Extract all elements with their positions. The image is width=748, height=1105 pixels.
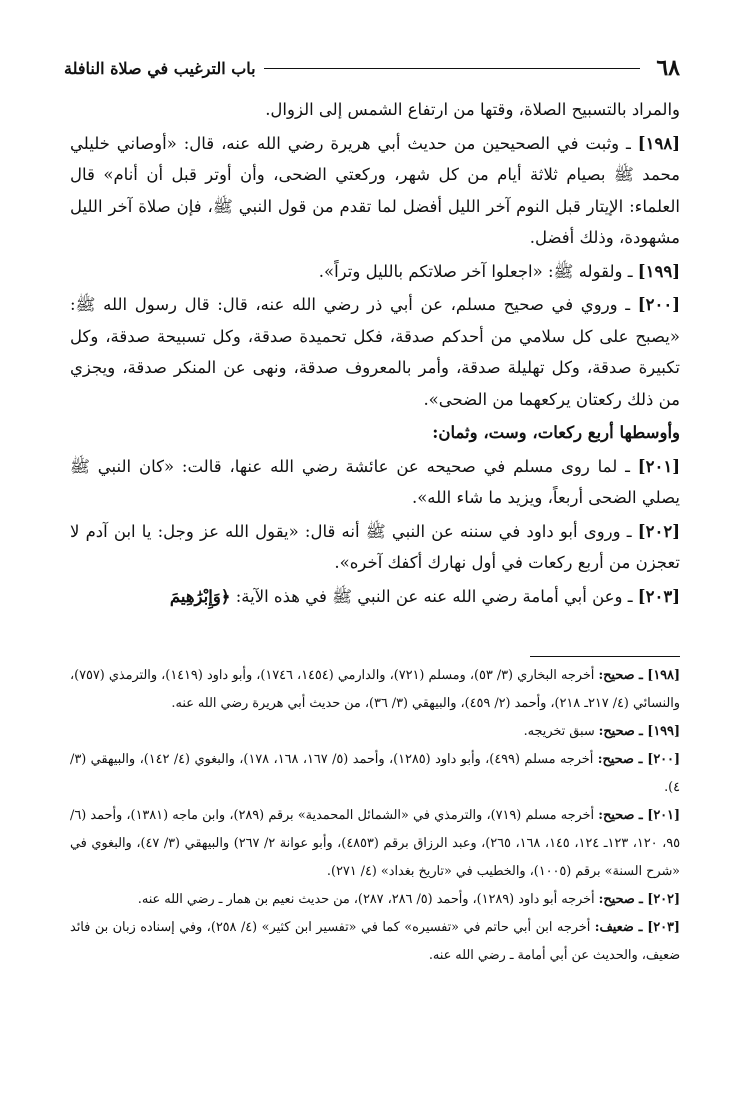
running-title: باب الترغيب في صلاة النافلة	[64, 58, 256, 78]
footnote-text: أخرجه ابن أبي حاتم في «تفسيره» كما في «تفسير ابن كثير» (٤/ ٢٥٨)، وفي إسناده زبان بن فائد ضعيف، والحديث عن أبي أمامة ـ رضي الله عنه.	[70, 920, 680, 963]
footnote-text: أخرجه أبو داود (١٢٨٩)، وأحمد (٥/ ٢٨٦، ٢٨٧)، من حديث نعيم بن همار ـ رضي الله عنه.	[137, 892, 599, 907]
page-number: ٦٨	[656, 55, 680, 81]
paragraph-200	[70, 289, 680, 415]
paragraph-text: والمراد بالتسبيح الصلاة، وقتها من ارتفاع الشمس إلى الزوال.	[265, 100, 680, 119]
footnote-text: أخرجه مسلم (٧١٩)، والترمذي في «الشمائل المحمدية» برقم (٢٨٩)، وابن ماجه (١٣٨١)، وأحمد (٦/ ٩٥، ١٢٠، ١٢٣ـ ١٢٤، ١٤٥، ١٦٨، ٢٦٥)، وعبد الرزاق برقم (٤٨٥٣)، وأبو عوانة ٢/ ٢٦٧) والبيهقي (٣/ ٤٧)، والبغوي في «شرح السنة» برقم (١٠٠٥)، والخطيب في «تاريخ بغداد» (٤/ ٢٧١).	[70, 808, 680, 879]
footnote-text: أخرجه البخاري (٣/ ٥٣)، ومسلم (٧٢١)، والدارمي (١٤٥٤، ١٧٤٦)، وأبو داود (١٤١٩)، والترمذي (٧٥٧)، والنسائي (٤/ ٢١٧ـ ٢١٨)، وأحمد (٢/ ٤٥٩)، والبيهقي (٣/ ٣٦)، من حديث أبي هريرة رضي الله عنه.	[70, 668, 680, 711]
footnotes	[70, 662, 680, 970]
footnote-grade: ـ صحيح:	[598, 724, 648, 739]
footnote-separator	[530, 656, 680, 657]
paragraph-intro	[70, 94, 680, 126]
footnote-text: أخرجه مسلم (٤٩٩)، وأبو داود (١٢٨٥)، وأحمد (٥/ ١٦٧، ١٦٨، ١٧٨)، والبغوي (٤/ ١٤٢)، والبيهقي (٣/ ٤).	[70, 752, 680, 795]
paragraph-198	[70, 128, 680, 254]
hadith-number: [١٩٩]	[637, 261, 680, 281]
footnote-200	[70, 746, 680, 802]
section-subheading: وأوسطها أربع ركعات، وست، وثمان:	[432, 423, 680, 442]
footnote-198	[70, 662, 680, 718]
paragraph-203	[70, 581, 680, 613]
footnote-grade: ـ صحيح:	[598, 668, 648, 683]
footnote-number: [٢٠٣]	[647, 920, 680, 935]
footnote-number: [٢٠٠]	[647, 752, 680, 767]
paragraph-text: ـ وروى أبو داود في سننه عن النبي ﷺ أنه قال: «يقول الله عز وجل: يا ابن آدم لا تعجزن من أربع ركعات في أول نهارك أكفك آخره».	[70, 521, 680, 572]
hadith-number: [٢٠٣]	[637, 586, 680, 606]
footnote-grade: ـ صحيح:	[598, 808, 648, 823]
hadith-number: [٢٠٠]	[637, 295, 680, 314]
footnote-grade: ـ صحيح:	[598, 892, 648, 907]
hadith-number: [٢٠٢]	[637, 521, 680, 541]
footnote-201	[70, 802, 680, 886]
hadith-number: [١٩٨]	[637, 133, 680, 153]
footnote-number: [٢٠٢]	[647, 892, 680, 907]
footnote-text: سبق تخريجه.	[523, 724, 599, 739]
main-text	[70, 94, 680, 614]
paragraph-text: ـ وثبت في الصحيحين من حديث أبي هريرة رضي الله عنه، قال: «أوصاني خليلي محمد ﷺ بصيام ثلاثة أيام من كل شهر، وركعتي الضحى، وأن أوتر قبل أن أنام» قال العلماء: الإيتار قبل النوم آخر الليل أفضل لما تقدم من قول النبي ﷺ، فإن صلاة آخر الليل مشهودة، وذلك أفضل.	[70, 133, 680, 247]
footnote-number: [١٩٩]	[647, 724, 680, 739]
footnote-number: [٢٠١]	[647, 808, 680, 823]
page-header	[64, 48, 680, 88]
paragraph-text: ـ ولقوله ﷺ: «اجعلوا آخر صلاتكم بالليل وتراً».	[318, 261, 638, 281]
paragraph-199	[70, 256, 680, 288]
paragraph-text: ـ وروي في صحيح مسلم، عن أبي ذر رضي الله عنه، قال: قال رسول الله ﷺ: «يصبح على كل سلامي من أحدكم صدقة، فكل تحميدة صدقة، وكل تسبيحة صدقة، وكل تكبيرة صدقة، وكل تهليلة صدقة، وأمر بالمعروف صدقة، ونهى عن المنكر صدقة، ويجزي من ذلك ركعتان يركعهما من الضحى».	[70, 295, 680, 409]
quran-verse-fragment: ﴿وَإِبْرَٰهِيمَ	[169, 586, 231, 606]
paragraph-201	[70, 451, 680, 514]
footnote-199	[70, 718, 680, 746]
footnote-number: [١٩٨]	[647, 668, 680, 683]
paragraph-202	[70, 516, 680, 579]
footnote-203	[70, 914, 680, 970]
header-rule	[264, 68, 641, 69]
paragraph-text: ـ وعن أبي أمامة رضي الله عنه عن النبي ﷺ في هذه الآية:	[230, 586, 638, 606]
hadith-number: [٢٠١]	[637, 456, 680, 476]
footnote-grade: ـ ضعيف:	[594, 920, 648, 935]
footnote-grade: ـ صحيح:	[597, 752, 648, 767]
paragraph-text: ـ لما روى مسلم في صحيحه عن عائشة رضي الله عنها، قالت: «كان النبي ﷺ يصلي الضحى أربعاً، ويزيد ما شاء الله».	[70, 456, 680, 507]
footnote-202	[70, 886, 680, 914]
